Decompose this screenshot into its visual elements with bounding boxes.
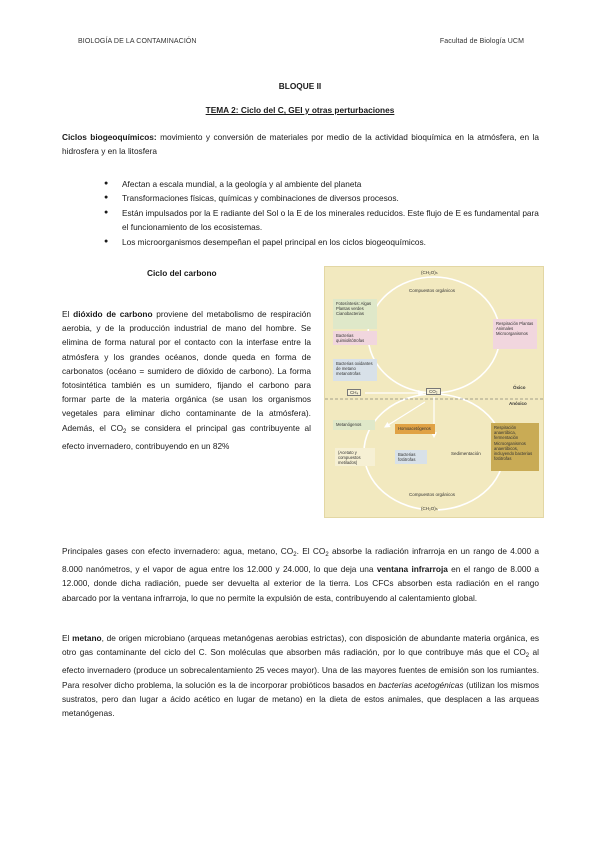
topic-title-text: TEMA 2: Ciclo del C, GEI y otras perturbaciones <box>205 105 395 115</box>
chemolithotrophs-box: Bacterias quimiolitótrofas <box>333 331 377 345</box>
header-right: Facultad de Biología UCM <box>439 38 524 45</box>
gh-bold: ventana infrarroja <box>376 564 448 575</box>
carbon-cycle-heading: Ciclo del carbono <box>147 268 217 278</box>
header-left: BIOLOGÍA DE LA CONTAMINACIÓN <box>78 38 197 45</box>
gh-sub-1: 2 <box>293 552 297 558</box>
upper-cycle <box>368 277 500 393</box>
anoxic-label: Anóxico <box>509 401 527 406</box>
me-italic: bacterias acetogénicas <box>378 679 464 690</box>
list-item: ● Los microorganismos desempeñan el papel principal en los ciclos biogeoquímicos. <box>104 235 544 249</box>
gh-text-1: Principales gases con efecto invernadero: agua, metano, CO <box>62 546 294 556</box>
list-item: ● Afectan a escala mundial, a la geología y al ambiente del planeta <box>104 177 544 191</box>
gh-sub-2: 2 <box>325 552 329 558</box>
me-text-3: (utilizan los mismos sustratos, pero dan lugar a ácido acético en lugar de metano) en la dieta de estos animales, que desplacen a las arqueas metanógenas. <box>62 679 539 719</box>
list-item: ● Están impulsados por la E radiante del Sol o la E de los minerales reducidos. Este flujo de E es fundamental para el funcionamiento de los ecosistemas. <box>104 206 544 235</box>
cc-sub: 2 <box>123 428 127 435</box>
bottom-label: (CH₂O)ₙ <box>421 506 438 511</box>
methanogens-box: Metanógenos <box>333 420 375 430</box>
cc-bold: dióxido de carbono <box>73 309 153 319</box>
co2-label: CO₂ <box>426 388 441 395</box>
greenhouse-paragraph <box>62 544 539 605</box>
respiration-box: Respiración Plantas Animales Microorganismos <box>493 319 537 349</box>
acetate-label: (Acetato y compuestos metilados) <box>335 448 375 466</box>
organic-compounds-label: Compuestos orgánicos <box>409 288 456 293</box>
cc-text-3: se considera el principal gas contribuyente al efecto invernadero, contribuyendo en un 82% <box>62 422 311 451</box>
cc-text-1: El <box>62 309 74 319</box>
methane-paragraph <box>62 631 539 720</box>
gh-text-3: absorbe la radiación infrarroja en un rango de 4.000 a 8.000 nanómetros, y el vapor de agua entre los 12.000 y 24.000, lo que deja una <box>62 546 539 575</box>
homoacetogens-box: Homoacetógenos <box>395 424 435 434</box>
topic-title <box>0 105 600 115</box>
carbon-cycle-paragraph <box>62 307 311 453</box>
cc-text-2: proviene del metabolismo de respiración aerobia, y de la producción industrial de mano del hombre. Se elimina de forma natural por el contacto con la interfase entre la atmósfera y los grandes océanos, donde queda en forma de carbonatos (océano = sumidero de dióxido de carbono). La forma fotosintética también es un sumidero, fijando el carbono para formar parte de la materia orgánica (se usan los organismos vegetales para eliminar dicho contaminante de la atmósfera). Además, el CO <box>62 309 311 433</box>
phototrophs-box: Bacterias fotótrofas <box>395 450 427 464</box>
top-label: (CH₂O)ₙ <box>421 270 438 275</box>
intro-text: movimiento y conversión de materiales por medio de la actividad bioquímica en la atmósfera, en la hidrosfera y en la litosfera <box>62 132 539 157</box>
methane-oxidizers-box: Bacterias oxidantes de metano metanotrofas <box>333 359 377 381</box>
list-item: ● Transformaciones físicas, químicas y combinaciones de diversos procesos. <box>104 191 544 205</box>
bullet-list <box>104 177 544 249</box>
gh-text-2: . El CO <box>296 546 326 556</box>
intro-term: Ciclos biogeoquímicos: <box>62 132 157 142</box>
oxic-label: Óxico <box>513 385 526 390</box>
me-text-2: al efecto invernadero (produce un sobrecalentamiento 25 veces mayor). Una de las mayores fuentes de emisión son los rumiantes. Para resolver dicho problema, la solución es la de incorporar probióticos basados en <box>62 647 540 690</box>
fermentation-box: Respiración anaeróbica, fermentación Microorganismos anaeróbicos, incluyendo bacterias fotótrofas <box>491 423 539 471</box>
carbon-cycle-diagram <box>324 266 544 518</box>
me-text-0: El <box>62 633 73 643</box>
photosynthesis-box: Fotosíntesis: Algas Plantas verdes Cianobacterias <box>333 299 377 329</box>
me-bold: metano <box>72 633 102 643</box>
intro-paragraph <box>62 130 539 158</box>
sedimentation-label: Sedimentación <box>451 451 481 456</box>
ch4-label: CH₄ <box>347 389 361 396</box>
me-text-1: , de origen microbiano (arqueas metanógenas aerobias estrictas), con disposición de abundante materia orgánica, es otro gas contaminante del ciclo del C. Son moléculas que absorben más radiación, por lo que contribuye más que el CO <box>62 633 539 658</box>
gh-text-4: en el rango de 8.000 a 12.000, donde dicha radiación, puede ser devuelta al exterior de la tierra. Los CFCs absorben esta radiación en el rango abarcado por la ventana infrarroja, lo que no permite la expulsión de esta, contribuyendo al calentamiento global. <box>62 564 540 603</box>
organic-compounds-bottom-label: Compuestos orgánicos <box>409 492 456 497</box>
block-title: BLOQUE II <box>278 81 322 91</box>
me-sub-1: 2 <box>525 653 530 660</box>
